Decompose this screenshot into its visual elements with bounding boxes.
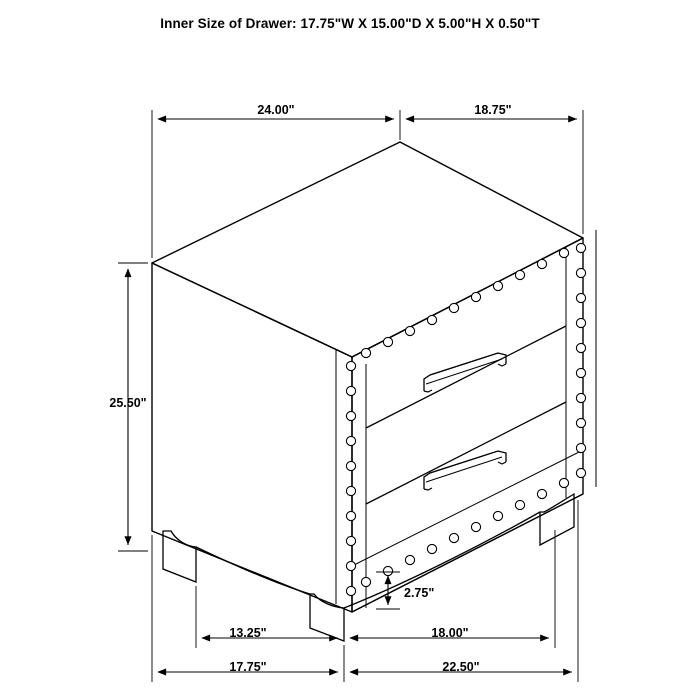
base-skirt-side — [344, 512, 540, 608]
cabinet-legs — [163, 494, 574, 641]
dimension-label-bottom-front-left: 13.25" — [229, 626, 267, 640]
dimension-label-top-left-width: 24.00" — [257, 103, 295, 117]
dimension-label-leg-clearance: 2.75" — [404, 586, 435, 600]
cabinet-body — [152, 142, 583, 612]
drawer-handle-icon[interactable] — [424, 353, 506, 392]
leg-front-left — [163, 531, 196, 582]
dimension-label-overall-height: 25.50" — [109, 396, 147, 410]
base-skirt-front — [196, 547, 310, 594]
dimension-label-top-right-depth: 18.75" — [474, 103, 512, 117]
leg-front-right — [310, 594, 344, 641]
cabinet-front-face — [152, 263, 352, 612]
dimension-label-bottom-side-right: 18.00" — [431, 626, 469, 640]
dimension-top-left-width — [152, 110, 400, 258]
dimension-leg-clearance — [376, 572, 400, 609]
cabinet-top-surface — [152, 142, 583, 357]
dimension-top-right-depth — [406, 110, 583, 234]
drawer-bottom-edge — [366, 402, 566, 504]
page-title: Inner Size of Drawer: 17.75"W X 15.00"D X 5.00"H X 0.50"T — [160, 16, 540, 31]
drawer-handle-icon[interactable] — [424, 451, 506, 490]
dimension-label-bottom-overall-right: 22.50" — [442, 660, 480, 674]
drawer-divider — [366, 326, 566, 428]
nailhead-trim-icon — [336, 230, 596, 612]
drawer-fronts — [366, 326, 566, 504]
dimension-label-bottom-overall-left: 17.75" — [229, 660, 267, 674]
cabinet-side-face — [352, 238, 583, 612]
